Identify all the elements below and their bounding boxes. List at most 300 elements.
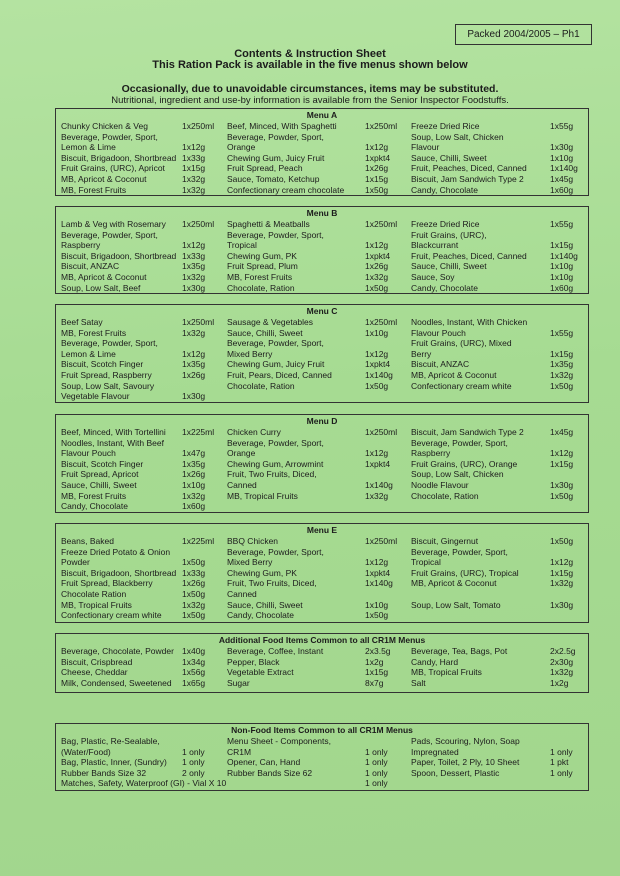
item-name: Beverage, Tea, Bags, Pot bbox=[411, 646, 508, 656]
item-qty: 1x55g bbox=[550, 121, 574, 131]
item-row bbox=[56, 459, 588, 470]
item-row bbox=[56, 153, 588, 164]
item-name: BBQ Chicken bbox=[227, 536, 279, 546]
item-qty: 1 only bbox=[365, 778, 388, 789]
item-name: Noodle Flavour bbox=[411, 480, 469, 490]
item-name: CR1M bbox=[227, 746, 252, 757]
item-row bbox=[56, 557, 588, 568]
item-name: Fruit Spread, Raspberry bbox=[61, 370, 152, 380]
item-name: Raspberry bbox=[61, 240, 101, 251]
item-qty: 1x250ml bbox=[365, 536, 398, 546]
item-qty: 1x32g bbox=[182, 327, 206, 338]
item-row bbox=[56, 185, 588, 196]
item-name: Sugar bbox=[227, 677, 250, 688]
sheet-title: Contents & Instruction Sheet bbox=[234, 48, 386, 60]
section-title: Menu E bbox=[306, 525, 338, 535]
item-row bbox=[56, 370, 588, 381]
item-row bbox=[56, 142, 588, 153]
item-name: Pepper, Black bbox=[227, 656, 280, 667]
item-qty: 1x60g bbox=[550, 184, 574, 195]
item-name: MB, Apricot & Coconut bbox=[61, 174, 147, 184]
item-name: Beverage, Powder, Sport, bbox=[411, 546, 508, 557]
item-name: MB, Apricot & Coconut bbox=[411, 370, 497, 380]
item-name: Chocolate, Ration bbox=[227, 380, 295, 391]
item-qty: 1x30g bbox=[550, 480, 574, 490]
item-qty: 1xpkt4 bbox=[365, 359, 391, 370]
item-qty: 1x50g bbox=[182, 557, 206, 568]
item-row bbox=[56, 667, 588, 678]
item-name: Fruit Grains, (URC), Mixed bbox=[411, 338, 512, 349]
item-name: Sauce, Soy bbox=[411, 272, 455, 282]
section-title: Non-Food Items Common to all CR1M Menus bbox=[231, 725, 413, 735]
item-qty: 1x12g bbox=[365, 557, 389, 568]
item-name: Lemon & Lime bbox=[61, 348, 116, 359]
item-qty: 1x12g bbox=[182, 348, 206, 359]
item-name: Beverage, Powder, Sport, bbox=[227, 437, 324, 448]
item-name: Tropical bbox=[411, 557, 441, 568]
item-name: Beverage, Powder, Sport, bbox=[227, 229, 324, 240]
item-name: Impregnated bbox=[411, 746, 459, 757]
item-qty: 2x3.5g bbox=[365, 646, 391, 656]
additional-items-box bbox=[55, 633, 589, 693]
item-qty: 1 pkt bbox=[550, 757, 569, 768]
item-name: MB, Tropical Fruits bbox=[61, 599, 132, 610]
item-name: Rubber Bands Size 62 bbox=[227, 767, 313, 778]
item-qty: 1x33g bbox=[182, 152, 206, 163]
item-row bbox=[56, 757, 588, 768]
item-qty: 1x12g bbox=[550, 448, 574, 459]
item-row bbox=[56, 768, 588, 779]
item-row bbox=[56, 547, 588, 558]
item-row bbox=[56, 381, 588, 392]
item-name: Biscuit, Gingernut bbox=[411, 536, 479, 546]
item-name: Sausage & Vegetables bbox=[227, 317, 314, 327]
item-name: Fruit Grains, (URC), Tropical bbox=[411, 567, 519, 578]
item-qty: 1x140g bbox=[550, 250, 578, 261]
item-qty: 1x250ml bbox=[182, 219, 215, 229]
item-qty: 1x250ml bbox=[365, 317, 398, 327]
item-row bbox=[56, 438, 588, 449]
item-qty: 1x30g bbox=[182, 391, 206, 402]
non-food-items-box bbox=[55, 723, 589, 791]
item-qty: 1x15g bbox=[550, 348, 574, 359]
item-name: Vegetable Extract bbox=[227, 667, 294, 678]
item-name: Beverage, Powder, Sport, bbox=[411, 437, 508, 448]
item-name: Biscuit, Scotch Finger bbox=[61, 359, 144, 370]
item-name: Canned bbox=[227, 480, 257, 490]
item-qty: 1x10g bbox=[550, 272, 574, 282]
item-row bbox=[56, 747, 588, 758]
item-qty: 1xpkt4 bbox=[365, 567, 391, 578]
item-name: (Water/Food) bbox=[61, 746, 111, 757]
item-qty: 1x12g bbox=[365, 142, 389, 153]
item-qty: 1x32g bbox=[365, 272, 389, 282]
item-name: Fruit Grains, (URC), bbox=[411, 229, 487, 240]
item-qty: 1x40g bbox=[182, 646, 206, 656]
item-qty: 1x140g bbox=[365, 370, 393, 380]
item-qty: 1x12g bbox=[365, 348, 389, 359]
item-qty: 1x26g bbox=[365, 261, 389, 272]
item-name: Chunky Chicken & Veg bbox=[61, 121, 148, 131]
item-qty: 1x50g bbox=[550, 490, 574, 501]
item-qty: 1x32g bbox=[182, 184, 206, 195]
item-name: Tropical bbox=[227, 240, 257, 251]
item-name: Bag, Plastic, Re-Sealable, bbox=[61, 736, 160, 746]
item-name: Beef Satay bbox=[61, 317, 103, 327]
item-name: Sauce, Tomato, Ketchup bbox=[227, 174, 320, 184]
item-name: Beverage, Chocolate, Powder bbox=[61, 646, 174, 656]
item-name: Fruit Spread, Blackberry bbox=[61, 578, 153, 589]
item-row bbox=[56, 578, 588, 589]
menu-box bbox=[55, 414, 589, 513]
item-name: Sauce, Chilli, Sweet bbox=[61, 480, 137, 490]
item-name: MB, Forest Fruits bbox=[227, 272, 293, 282]
item-row bbox=[56, 589, 588, 600]
item-name: Biscuit, ANZAC bbox=[61, 261, 120, 272]
item-name: MB, Forest Fruits bbox=[61, 490, 127, 501]
item-name: Sauce, Chilli, Sweet bbox=[227, 327, 303, 338]
item-qty: 1x50g bbox=[550, 380, 574, 391]
item-name: Raspberry bbox=[411, 448, 451, 459]
item-row bbox=[56, 219, 588, 230]
item-name: Confectionary cream chocolate bbox=[227, 184, 345, 195]
item-qty: 1x250ml bbox=[182, 317, 215, 327]
menu-box bbox=[55, 206, 589, 294]
item-qty: 1x45g bbox=[550, 427, 574, 437]
item-name: Soup, Low Salt, Chicken bbox=[411, 469, 504, 480]
item-row bbox=[56, 600, 588, 611]
item-qty: 1x12g bbox=[182, 240, 206, 251]
item-name: Chewing Gum, Juicy Fruit bbox=[227, 359, 325, 370]
item-qty: 1x12g bbox=[182, 142, 206, 153]
item-qty: 1 only bbox=[182, 757, 205, 768]
item-name: Beverage, Powder, Sport, bbox=[227, 131, 324, 142]
item-name: Flavour Pouch bbox=[411, 327, 466, 338]
item-qty: 1x32g bbox=[182, 490, 206, 501]
item-qty: 1x32g bbox=[182, 272, 206, 282]
item-name: Soup, Low Salt, Savoury bbox=[61, 380, 155, 391]
item-name: Fruit, Pears, Diced, Canned bbox=[227, 370, 332, 380]
item-name: Chicken Curry bbox=[227, 427, 281, 437]
item-name: Candy, Chocolate bbox=[227, 610, 294, 621]
item-qty: 1xpkt4 bbox=[365, 152, 391, 163]
item-qty: 1x10g bbox=[365, 327, 389, 338]
item-qty: 1 only bbox=[182, 746, 205, 757]
section-title: Menu D bbox=[306, 416, 338, 426]
item-row bbox=[56, 121, 588, 132]
item-name: Beverage, Powder, Sport, bbox=[227, 338, 324, 349]
item-qty: 1x50g bbox=[182, 589, 206, 599]
item-name: Milk, Condensed, Sweetened bbox=[61, 677, 172, 688]
item-row bbox=[56, 469, 588, 480]
item-qty: 8x7g bbox=[365, 677, 384, 688]
item-row bbox=[56, 328, 588, 339]
info-notice: Nutritional, ingredient and use-by information is available from the Senior Inspector Foodstuffs. bbox=[111, 95, 509, 106]
item-qty: 1x12g bbox=[365, 240, 389, 251]
item-qty: 1x45g bbox=[550, 174, 574, 184]
item-qty: 1x140g bbox=[365, 578, 393, 589]
item-qty: 1x15g bbox=[365, 174, 389, 184]
item-name: Beans, Baked bbox=[61, 536, 114, 546]
item-qty: 1x26g bbox=[182, 578, 206, 589]
item-name: Fruit, Two Fruits, Diced, bbox=[227, 578, 317, 589]
item-name: Confectionary cream white bbox=[61, 610, 162, 621]
item-name: MB, Apricot & Coconut bbox=[61, 272, 147, 282]
item-name: MB, Tropical Fruits bbox=[227, 490, 298, 501]
item-name: Beverage, Powder, Sport, bbox=[61, 338, 158, 349]
item-name: Fruit, Peaches, Diced, Canned bbox=[411, 250, 527, 261]
item-qty: 1x10g bbox=[550, 152, 574, 163]
item-qty: 1x30g bbox=[550, 142, 574, 153]
item-name: Chewing Gum, Juicy Fruit bbox=[227, 152, 325, 163]
item-qty: 1x50g bbox=[365, 380, 389, 391]
item-name: Blackcurrant bbox=[411, 240, 459, 251]
item-row bbox=[56, 427, 588, 438]
item-name: Candy, Chocolate bbox=[411, 282, 478, 293]
item-row bbox=[56, 283, 588, 294]
item-name: Rubber Bands Size 32 bbox=[61, 767, 147, 778]
item-name: Chocolate Ration bbox=[61, 589, 127, 599]
item-name: Freeze Dried Rice bbox=[411, 121, 480, 131]
item-name: Candy, Hard bbox=[411, 656, 459, 667]
item-qty: 1 only bbox=[365, 757, 388, 768]
item-qty: 1xpkt4 bbox=[365, 458, 391, 469]
item-name: Pads, Scouring, Nylon, Soap bbox=[411, 736, 520, 746]
item-qty: 1x30g bbox=[182, 282, 206, 293]
item-qty: 2x30g bbox=[550, 656, 574, 667]
item-name: Beef, Minced, With Tortellini bbox=[61, 427, 166, 437]
item-name: Chewing Gum, PK bbox=[227, 250, 297, 261]
item-row bbox=[56, 338, 588, 349]
item-qty: 1x47g bbox=[182, 448, 206, 459]
item-name: Sauce, Chilli, Sweet bbox=[411, 261, 487, 272]
item-name: Flavour Pouch bbox=[61, 448, 116, 459]
item-name: Biscuit, Scotch Finger bbox=[61, 458, 144, 469]
item-qty: 1x250ml bbox=[365, 427, 398, 437]
item-row bbox=[56, 261, 588, 272]
section-title: Menu A bbox=[306, 110, 338, 120]
item-qty: 1x15g bbox=[550, 567, 574, 578]
item-name: Sauce, Chilli, Sweet bbox=[411, 152, 487, 163]
item-name: Biscuit, Jam Sandwich Type 2 bbox=[411, 174, 524, 184]
substitution-notice: Occasionally, due to unavoidable circumstances, items may be substituted. bbox=[121, 83, 499, 95]
item-qty: 1x55g bbox=[550, 219, 574, 229]
item-name: Mixed Berry bbox=[227, 348, 273, 359]
item-qty: 1x10g bbox=[365, 599, 389, 610]
item-name: Beverage, Coffee, Instant bbox=[227, 646, 324, 656]
item-row bbox=[56, 448, 588, 459]
item-qty: 1x32g bbox=[182, 174, 206, 184]
item-name: Fruit Spread, Peach bbox=[227, 163, 303, 174]
item-name: Orange bbox=[227, 448, 256, 459]
item-qty: 1x33g bbox=[182, 250, 206, 261]
item-qty: 1x50g bbox=[365, 610, 389, 621]
item-row bbox=[56, 349, 588, 360]
item-qty: 1x32g bbox=[550, 667, 574, 678]
item-row bbox=[56, 778, 588, 789]
item-name: Biscuit, Brigadoon, Shortbread bbox=[61, 250, 177, 261]
item-name: Biscuit, Brigadoon, Shortbread bbox=[61, 152, 177, 163]
item-qty: 1x55g bbox=[550, 327, 574, 338]
item-qty: 1x32g bbox=[550, 370, 574, 380]
item-qty: 1x35g bbox=[182, 458, 206, 469]
item-name: Powder bbox=[61, 557, 90, 568]
item-name: MB, Forest Fruits bbox=[61, 327, 127, 338]
item-name: MB, Forest Fruits bbox=[61, 184, 127, 195]
item-qty: 1x2g bbox=[550, 677, 569, 688]
item-name: Vegetable Flavour bbox=[61, 391, 130, 402]
item-row bbox=[56, 163, 588, 174]
item-qty: 1x60g bbox=[182, 501, 206, 512]
item-name: Canned bbox=[227, 589, 257, 599]
item-name: Menu Sheet - Components, bbox=[227, 736, 331, 746]
item-qty: 1x35g bbox=[550, 359, 574, 370]
item-qty: 1x140g bbox=[550, 163, 578, 174]
item-name: Bag, Plastic, Inner, (Sundry) bbox=[61, 757, 167, 768]
item-name: Confectionary cream white bbox=[411, 380, 512, 391]
item-name: Chocolate, Ration bbox=[411, 490, 479, 501]
item-row bbox=[56, 272, 588, 283]
item-name: Fruit, Two Fruits, Diced, bbox=[227, 469, 317, 480]
item-qty: 1x2g bbox=[365, 656, 384, 667]
item-name: Flavour bbox=[411, 142, 440, 153]
section-title: Menu C bbox=[306, 306, 338, 316]
item-qty: 1x26g bbox=[182, 370, 206, 380]
item-name: Fruit, Peaches, Diced, Canned bbox=[411, 163, 527, 174]
item-qty: 1x250ml bbox=[182, 121, 215, 131]
item-name: Soup, Low Salt, Tomato bbox=[411, 599, 501, 610]
item-qty: 1x32g bbox=[550, 578, 574, 589]
item-name: Chewing Gum, Arrowmint bbox=[227, 458, 324, 469]
item-row bbox=[56, 480, 588, 491]
item-row bbox=[56, 678, 588, 689]
item-qty: 1x225ml bbox=[182, 427, 215, 437]
item-row bbox=[56, 317, 588, 328]
item-name: Beverage, Powder, Sport, bbox=[227, 546, 324, 557]
packed-label: Packed 2004/2005 – Ph1 bbox=[455, 24, 592, 45]
item-name: Beverage, Powder, Sport, bbox=[61, 131, 158, 142]
item-qty: 2 only bbox=[182, 767, 205, 778]
item-qty: 1x250ml bbox=[365, 219, 398, 229]
item-qty: 1x12g bbox=[365, 448, 389, 459]
item-name: Fruit Spread, Apricot bbox=[61, 469, 139, 480]
item-qty: 1x225ml bbox=[182, 536, 215, 546]
item-row bbox=[56, 391, 588, 402]
item-qty: 1x56g bbox=[182, 667, 206, 678]
item-name: Spaghetti & Meatballs bbox=[227, 219, 310, 229]
item-qty: 1x26g bbox=[182, 469, 206, 480]
item-qty: 1x140g bbox=[365, 480, 393, 490]
item-name: Opener, Can, Hand bbox=[227, 757, 301, 768]
item-qty: 1x15g bbox=[550, 240, 574, 251]
item-qty: 1x32g bbox=[365, 490, 389, 501]
item-qty: 1 only bbox=[550, 746, 573, 757]
item-name: Chocolate, Ration bbox=[227, 282, 295, 293]
menu-box bbox=[55, 523, 589, 623]
item-qty: 1x50g bbox=[365, 282, 389, 293]
sheet-subtitle: This Ration Pack is available in the five menus shown below bbox=[152, 59, 468, 71]
item-row bbox=[56, 240, 588, 251]
section-title: Additional Food Items Common to all CR1M Menus bbox=[218, 635, 426, 645]
item-name: Noodles, Instant, With Beef bbox=[61, 437, 164, 448]
item-name: Fruit Grains, (URC), Orange bbox=[411, 458, 518, 469]
item-row bbox=[56, 491, 588, 502]
item-row bbox=[56, 359, 588, 370]
item-qty: 1 only bbox=[365, 767, 388, 778]
item-row bbox=[56, 610, 588, 621]
item-qty: 1x65g bbox=[182, 677, 206, 688]
item-qty: 1x50g bbox=[182, 610, 206, 621]
item-name: Soup, Low Salt, Chicken bbox=[411, 131, 504, 142]
item-qty: 1x250ml bbox=[365, 121, 398, 131]
item-row bbox=[56, 536, 588, 547]
item-name: Orange bbox=[227, 142, 256, 153]
item-qty: 2x2.5g bbox=[550, 646, 576, 656]
menu-box bbox=[55, 304, 589, 403]
item-qty: 1x15g bbox=[365, 667, 389, 678]
item-name: Candy, Chocolate bbox=[61, 501, 128, 512]
item-qty: 1x32g bbox=[182, 599, 206, 610]
item-qty: 1x12g bbox=[550, 557, 574, 568]
item-name: Lamb & Veg with Rosemary bbox=[61, 219, 166, 229]
section-title: Menu B bbox=[306, 208, 338, 218]
item-name: Spoon, Dessert, Plastic bbox=[411, 767, 500, 778]
item-qty: 1x10g bbox=[182, 480, 206, 490]
item-name: Biscuit, Jam Sandwich Type 2 bbox=[411, 427, 524, 437]
menu-box bbox=[55, 108, 589, 196]
item-qty: 1x15g bbox=[182, 163, 206, 174]
item-name: Paper, Toilet, 2 Ply, 10 Sheet bbox=[411, 757, 520, 768]
item-name: Soup, Low Salt, Beef bbox=[61, 282, 141, 293]
item-qty: 1x35g bbox=[182, 359, 206, 370]
item-row bbox=[56, 251, 588, 262]
item-name: Sauce, Chilli, Sweet bbox=[227, 599, 303, 610]
item-name: MB, Tropical Fruits bbox=[411, 667, 482, 678]
item-name: Biscuit, ANZAC bbox=[411, 359, 470, 370]
item-qty: 1x34g bbox=[182, 656, 206, 667]
item-row bbox=[56, 736, 588, 747]
item-row bbox=[56, 501, 588, 512]
item-name: Chewing Gum, PK bbox=[227, 567, 297, 578]
item-name: Beverage, Powder, Sport, bbox=[61, 229, 158, 240]
item-qty: 1 only bbox=[550, 767, 573, 778]
item-name: Biscuit, Crispbread bbox=[61, 656, 133, 667]
item-qty: 1xpkt4 bbox=[365, 250, 391, 261]
item-name: MB, Apricot & Coconut bbox=[411, 578, 497, 589]
item-qty: 1x10g bbox=[550, 261, 574, 272]
item-qty: 1x33g bbox=[182, 567, 206, 578]
item-qty: 1x26g bbox=[365, 163, 389, 174]
item-qty: 1x15g bbox=[550, 458, 574, 469]
item-name: Beef, Minced, With Spaghetti bbox=[227, 121, 337, 131]
item-qty: 1x50g bbox=[365, 184, 389, 195]
item-row bbox=[56, 657, 588, 668]
item-name: Freeze Dried Potato & Onion bbox=[61, 546, 171, 557]
item-name: Berry bbox=[411, 348, 432, 359]
item-name: Salt bbox=[411, 677, 426, 688]
item-name: Lemon & Lime bbox=[61, 142, 116, 153]
item-name: Fruit Spread, Plum bbox=[227, 261, 298, 272]
item-name: Freeze Dried Rice bbox=[411, 219, 480, 229]
item-row bbox=[56, 174, 588, 185]
item-name: Biscuit, Brigadoon, Shortbread bbox=[61, 567, 177, 578]
item-name: Fruit Grains, (URC), Apricot bbox=[61, 163, 165, 174]
item-name: Matches, Safety, Waterproof (GI) - Vial X 10 bbox=[61, 778, 227, 789]
item-name: Cheese, Cheddar bbox=[61, 667, 128, 678]
item-qty: 1x60g bbox=[550, 282, 574, 293]
item-row bbox=[56, 646, 588, 657]
item-row bbox=[56, 568, 588, 579]
